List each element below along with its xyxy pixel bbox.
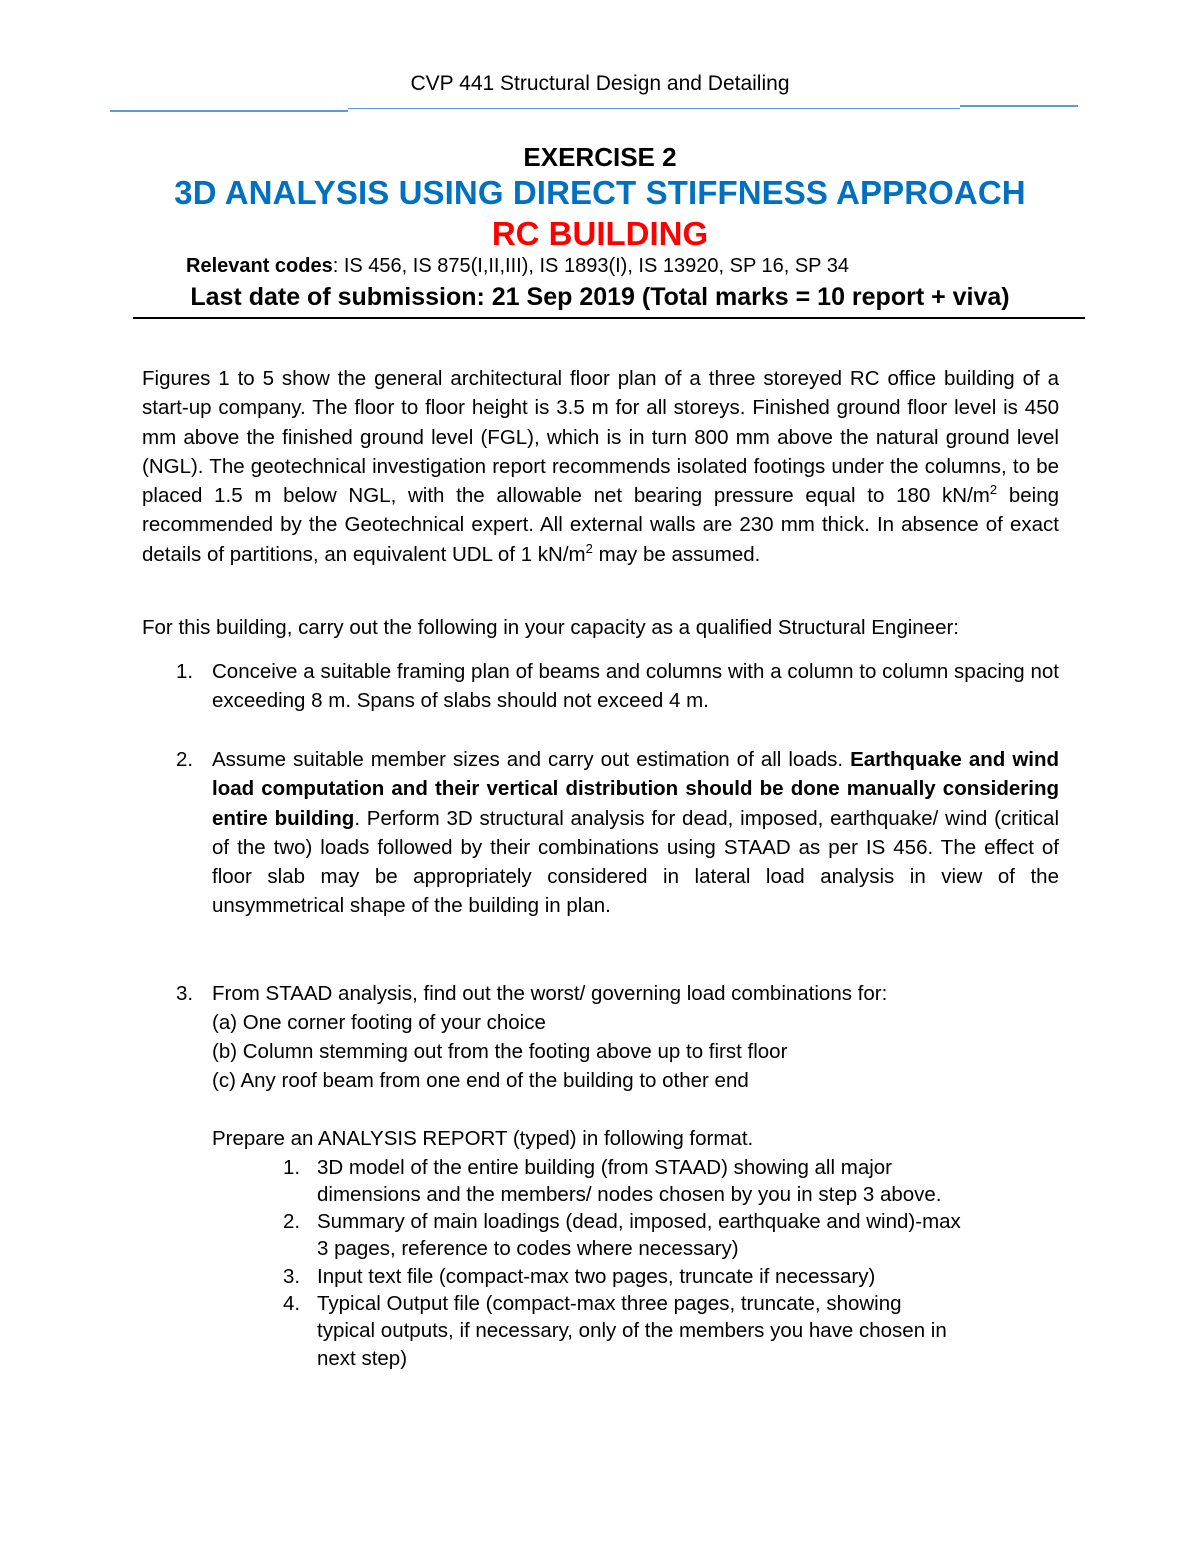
header-rule-left [110,110,348,112]
relevant-codes-value: : IS 456, IS 875(I,II,III), IS 1893(I), IS 13920, SP 16, SP 34 [332,255,849,277]
task-number: 2. [176,748,194,771]
format-text [317,1290,1072,1372]
sub-item-a: (a) One corner footing of your choice [212,1011,546,1034]
relevant-codes [186,255,849,278]
report-instruction: Prepare an ANALYSIS REPORT (typed) in following format. [212,1127,754,1150]
submission-deadline: Last date of submission: 21 Sep 2019 (Total marks = 10 report + viva) [190,283,1010,311]
format-line: Input text file (compact-max two pages, truncate if necessary) [317,1265,876,1288]
format-line: 3 pages, reference to codes where necessary) [317,1237,739,1261]
format-item-2 [212,1208,1072,1263]
paragraph-text-3: may be assumed. [592,542,761,566]
paragraph-text-1: Figures 1 to 5 show the general architectural floor plan of a three storeyed RC office building of a start-up company. The floor to floor height is 3.5 m for all storeys. Finished ground floor level is 450 mm above the finished ground level (FGL), which is in turn 800 mm above the natural ground level (NGL). The geotechnical investigation report recommends isolated footings under the columns, to be placed 1.5 m below NGL, with the allowable net bearing pressure equal to 180 kN/m [142,367,1059,508]
task-number: 1. [176,660,194,683]
format-item-3 [212,1263,1072,1290]
relevant-codes-label: Relevant codes [186,255,333,277]
course-title: CVP 441 Structural Design and Detailing [410,72,790,95]
format-line: Summary of main loadings (dead, imposed, earthquake and wind)-max [317,1210,961,1233]
task-item-2 [142,745,1059,921]
format-text [317,1154,1072,1209]
task-item-3 [142,979,1059,1008]
format-line: next step) [317,1346,408,1370]
task-text-b: . Perform 3D structural analysis for dead, imposed, earthquake/ wind (critical of the two) loads followed by their combinations using STAAD as per IS 456. The effect of floor slab may be appropriately considered in lateral load analysis in view of the unsymmetrical shape of the building in plan. [212,806,1059,918]
format-number: 2. [283,1210,301,1233]
superscript-1: 2 [989,482,998,498]
header-rule-right [960,105,1078,107]
format-number: 3. [283,1265,301,1288]
task-text-bold: Earthquake and wind load computation and their vertical distribution should be done manually considering entire building [212,748,1060,830]
exercise-title: EXERCISE 2 [523,142,677,172]
task-text [212,745,1059,921]
task-text: From STAAD analysis, find out the worst/ governing load combinations for: [212,982,888,1005]
task-item-1 [142,657,1059,716]
format-item-1 [212,1154,1072,1209]
description-paragraph [142,364,1059,569]
sub-title: RC BUILDING [491,215,709,252]
task-number: 3. [176,982,194,1005]
sub-item-b: (b) Column stemming out from the footing above up to first floor [212,1040,788,1063]
format-text [317,1208,1072,1263]
superscript-2: 2 [585,540,593,556]
task-intro: For this building, carry out the following in your capacity as a qualified Structural Engineer: [142,616,960,639]
task-text: Conceive a suitable framing plan of beams and columns with a column to column spacing not exceeding 8 m. Spans of slabs should not exceed 4 m. [212,660,1059,713]
sub-item-c: (c) Any roof beam from one end of the building to other end [212,1069,749,1092]
format-line: 3D model of the entire building (from STAAD) showing all major [317,1156,893,1179]
format-number: 1. [283,1156,301,1179]
paragraph-text-2: being recommended by the Geotechnical expert. All external walls are 230 mm thick. In absence of exact details of partitions, an equivalent UDL of 1 kN/m [142,484,1059,566]
main-title: 3D ANALYSIS USING DIRECT STIFFNESS APPROACH [174,174,1026,211]
format-item-4 [212,1290,1072,1372]
format-line: typical outputs, if necessary, only of the members you have chosen in [317,1319,947,1343]
task-text-a: Assume suitable member sizes and carry out estimation of all loads. [212,748,851,771]
format-line: Typical Output file (compact-max three pages, truncate, showing [317,1292,902,1315]
format-line: dimensions and the members/ nodes chosen by you in step 3 above. [317,1183,942,1207]
title-divider [133,317,1085,319]
header-rule-mid [348,108,960,109]
format-text [317,1263,1072,1290]
format-number: 4. [283,1292,301,1315]
